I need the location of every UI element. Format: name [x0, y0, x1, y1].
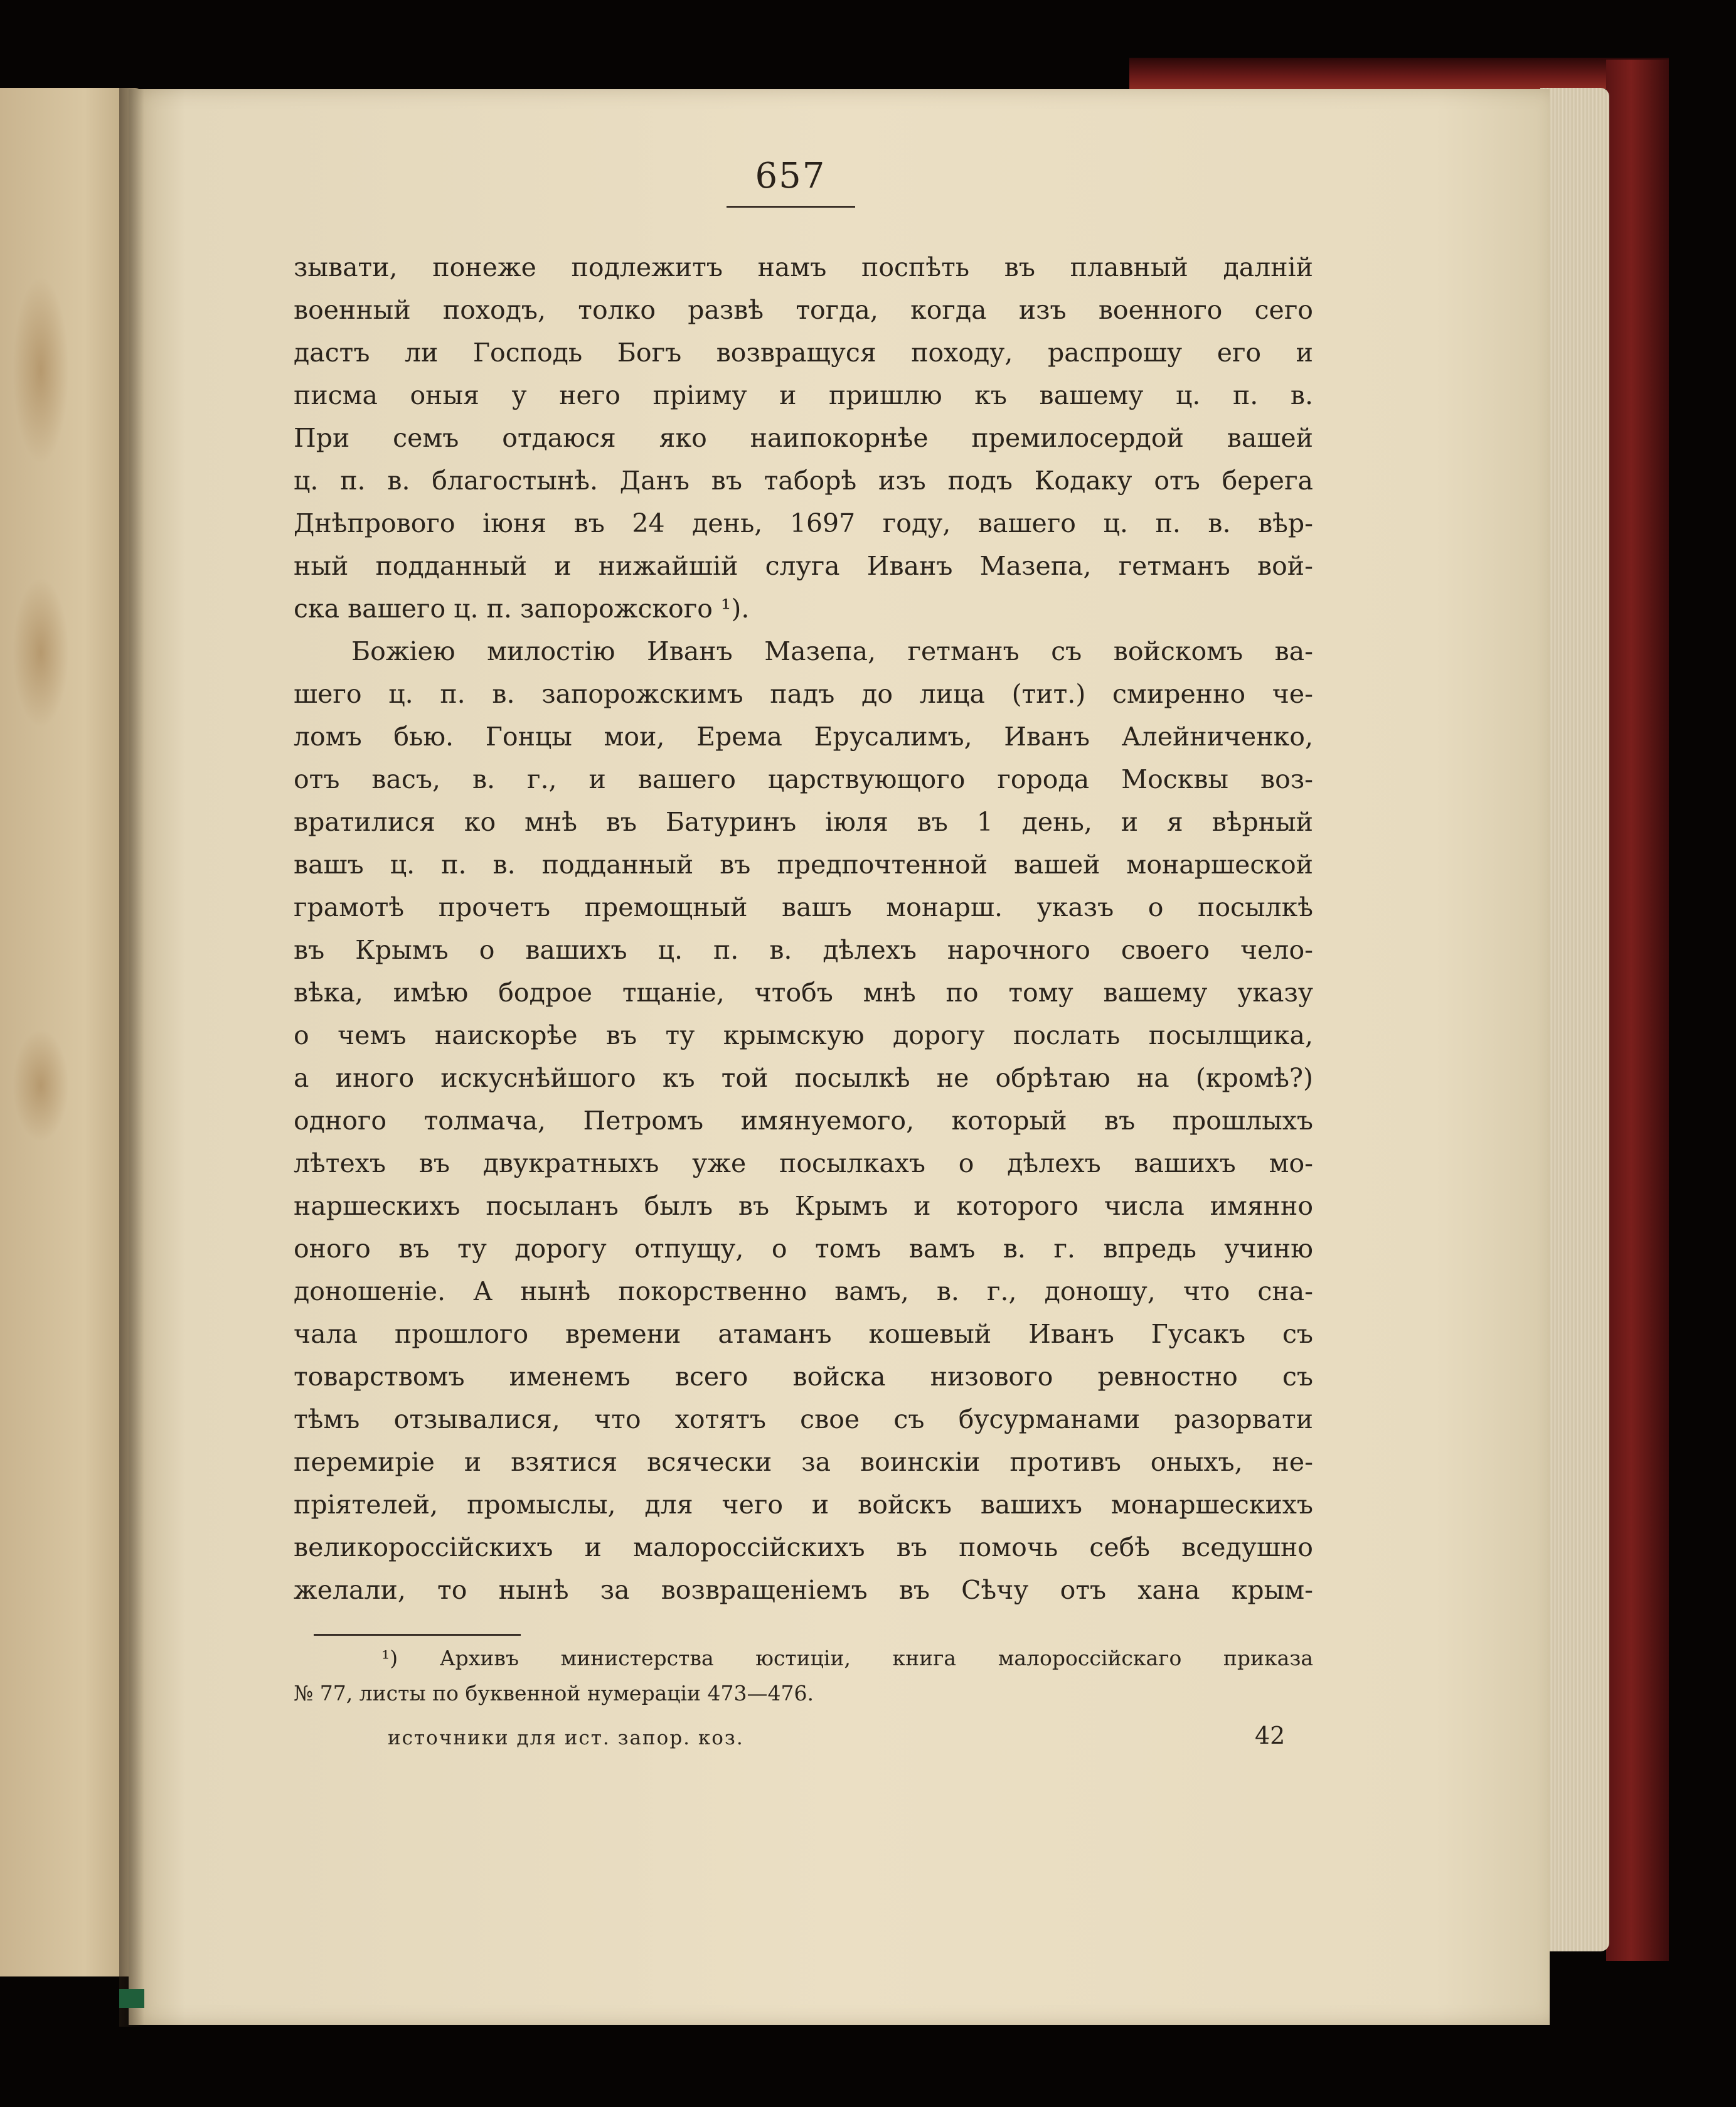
text-line: вратилися ко мнѣ въ Батуринъ іюля въ 1 день, и я вѣрный	[294, 807, 1313, 837]
text-line: Божіею милостію Иванъ Мазепа, гетманъ съ войскомъ ва-	[351, 636, 1313, 666]
signature-mark: источники для ист. запор. коз.	[388, 1727, 744, 1749]
text-line: ный подданный и нижайшій слуга Иванъ Мазепа, гетманъ вой-	[294, 551, 1313, 581]
page-stack-edge	[1540, 88, 1609, 1951]
text-line: ска вашего ц. п. запорожского ¹).	[294, 594, 750, 624]
page-stain	[13, 577, 69, 728]
page-stain	[13, 1029, 69, 1142]
text-line: о чемъ наискорѣе въ ту крымскую дорогу послать посылщика,	[294, 1020, 1313, 1050]
footnote-line: ¹) Архивъ министерства юстиціи, книга малороссійскаго приказа	[381, 1646, 1313, 1670]
text-line: вашъ ц. п. в. подданный въ предпочтенной вашей монаршеской	[294, 850, 1313, 880]
book-gutter	[119, 88, 144, 2027]
body-text	[294, 246, 1313, 1611]
text-line: ц. п. в. благостынѣ. Данъ въ таборѣ изъ подъ Кодаку отъ берега	[294, 466, 1313, 496]
page-number-rule	[727, 206, 855, 208]
text-line: великороссійскихъ и малороссійскихъ въ помочь себѣ вседушно	[294, 1532, 1313, 1562]
text-line: перемиріе и взятися всячески за воинскіи противъ оныхъ, не-	[294, 1447, 1313, 1477]
page-number: 657	[755, 156, 826, 196]
book-cover-binding	[1606, 60, 1669, 1961]
footnote-rule	[314, 1634, 521, 1636]
text-line: отъ васъ, в. г., и вашего царствующого города Москвы воз-	[294, 764, 1313, 794]
text-line: ломъ бью. Гонцы мои, Ерема Ерусалимъ, Иванъ Алейниченко,	[294, 722, 1313, 752]
footnote-line: № 77, листы по буквенной нумераціи 473—476.	[294, 1681, 814, 1705]
text-line: доношеніе. А нынѣ покорственно вамъ, в. г., доношу, что сна-	[294, 1276, 1313, 1306]
footnotes	[294, 1641, 1313, 1711]
text-line: писма оныя у него пріиму и пришлю къ вашему ц. п. в.	[294, 380, 1313, 410]
book-cover-top	[1129, 58, 1669, 89]
text-line: военный походъ, толко развѣ тогда, когда изъ военного сего	[294, 295, 1313, 325]
text-line: шего ц. п. в. запорожскимъ падъ до лица (тит.) смиренно че-	[294, 679, 1313, 709]
page-stain	[13, 276, 69, 464]
text-line: одного толмача, Петромъ имянуемого, который въ прошлыхъ	[294, 1106, 1313, 1136]
text-line: товарствомъ именемъ всего войска низового ревностно съ	[294, 1362, 1313, 1392]
text-line: тѣмъ отзывалися, что хотятъ свое съ бусурманами разорвати	[294, 1404, 1313, 1434]
text-line: лѣтехъ въ двукратныхъ уже посылкахъ о дѣлехъ вашихъ мо-	[294, 1148, 1313, 1178]
text-line: а иного искуснѣйшого къ той посылкѣ не обрѣтаю на (кромѣ?)	[294, 1063, 1313, 1093]
text-line: Днѣпрового іюня въ 24 день, 1697 году, вашего ц. п. в. вѣр-	[294, 508, 1313, 538]
text-line: При семъ отдаюся яко наипокорнѣе премилосердой вашей	[294, 423, 1313, 453]
text-line: желали, то нынѣ за возвращеніемъ въ Сѣчу отъ хана крым-	[294, 1575, 1313, 1605]
text-line: вѣка, имѣю бодрое тщаніе, чтобъ мнѣ по тому вашему указу	[294, 978, 1313, 1008]
text-line: грамотѣ прочетъ премощный вашъ монарш. указъ о посылкѣ	[294, 892, 1313, 922]
text-line: оного въ ту дорогу отпущу, о томъ вамъ в. г. впредь учиню	[294, 1234, 1313, 1264]
text-line: наршескихъ посыланъ былъ въ Крымъ и которого числа имянно	[294, 1191, 1313, 1221]
text-line: чала прошлого времени атаманъ кошевый Иванъ Гусакъ съ	[294, 1319, 1313, 1349]
text-line: дастъ ли Господь Богъ возвращуся походу, распрошу его и	[294, 338, 1313, 368]
sheet-number: 42	[1255, 1722, 1286, 1749]
text-line: зывати, понеже подлежитъ намъ поспѣть въ плавный далній	[294, 252, 1313, 282]
ribbon-marker	[119, 1989, 144, 2008]
text-line: въ Крымъ о вашихъ ц. п. в. дѣлехъ нарочного своего чело-	[294, 935, 1313, 965]
text-line: пріятелей, промыслы, для чего и войскъ вашихъ монаршескихъ	[294, 1490, 1313, 1520]
